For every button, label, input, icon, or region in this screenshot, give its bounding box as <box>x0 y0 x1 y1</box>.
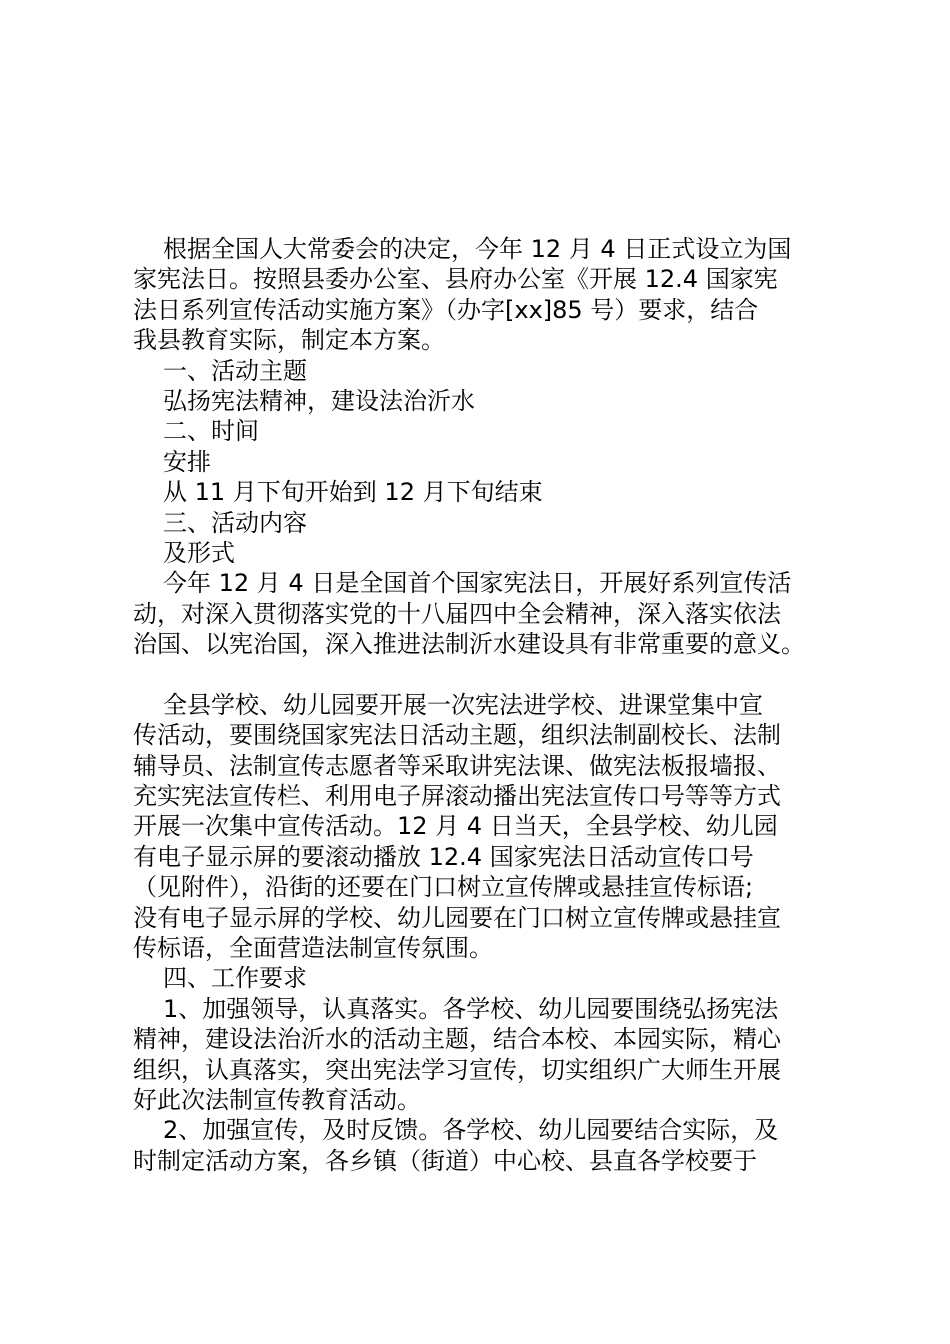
blank-line <box>133 659 833 689</box>
text-line: 一、活动主题 <box>163 356 307 385</box>
text-line: 四、工作要求 <box>163 964 307 993</box>
text-line: 三、活动内容 <box>163 508 307 537</box>
text-line: 有电子显示屏的要滚动播放 12.4 国家宪法日活动宣传口号 <box>133 842 754 871</box>
text-line: 充实宪法宣传栏、利用电子屏滚动播出宪法宣传口号等等方式 <box>133 782 781 811</box>
text-line: 今年 12 月 4 日是全国首个国家宪法日，开展好系列宣传活 <box>163 569 792 598</box>
text-line: 从 11 月下旬开始到 12 月下旬结束 <box>163 478 543 507</box>
text-line: 我县教育实际，制定本方案。 <box>133 326 445 355</box>
text-line: 家宪法日。按照县委办公室、县府办公室《开展 12.4 国家宪 <box>133 265 778 294</box>
text-line: 传活动，要围绕国家宪法日活动主题，组织法制副校长、法制 <box>133 721 781 750</box>
text-line: 组织，认真落实，突出宪法学习宣传，切实组织广大师生开展 <box>133 1055 781 1084</box>
text-line: 精神，建设法治沂水的活动主题，结合本校、本园实际，精心 <box>133 1025 781 1054</box>
text-line: 好此次法制宣传教育活动。 <box>133 1085 421 1114</box>
text-line: 1、加强领导，认真落实。各学校、幼儿园要围绕弘扬宪法 <box>163 994 779 1023</box>
text-line: 传标语，全面营造法制宣传氛围。 <box>133 933 493 962</box>
text-line: 二、时间 <box>163 417 259 446</box>
text-line: 全县学校、幼儿园要开展一次宪法进学校、进课堂集中宣 <box>163 690 763 719</box>
text-line: 及形式 <box>163 538 235 567</box>
text-line: 弘扬宪法精神，建设法治沂水 <box>163 386 475 415</box>
text-line: 时制定活动方案，各乡镇（街道）中心校、县直各学校要于 <box>133 1146 757 1175</box>
text-line: 没有电子显示屏的学校、幼儿园要在门口树立宣传牌或悬挂宣 <box>133 903 781 932</box>
text-line: 开展一次集中宣传活动。12 月 4 日当天，全县学校、幼儿园 <box>133 812 778 841</box>
text-line: 辅导员、法制宣传志愿者等采取讲宪法课、做宪法板报墙报、 <box>133 751 781 780</box>
text-line: 根据全国人大常委会的决定，今年 12 月 4 日正式设立为国 <box>163 235 792 263</box>
text-line: 安排 <box>163 447 211 476</box>
text-line: 法日系列宣传活动实施方案》（办字[xx]85 号）要求，结合 <box>133 295 759 324</box>
text-line: 2、加强宣传，及时反馈。各学校、幼儿园要结合实际，及 <box>163 1116 779 1145</box>
text-line: （见附件），沿街的还要在门口树立宣传牌或悬挂宣传标语; <box>133 873 754 902</box>
text-line: 治国、以宪治国，深入推进法制沂水建设具有非常重要的意义。 <box>133 630 805 659</box>
document-body <box>133 234 833 1176</box>
text-line: 动，对深入贯彻落实党的十八届四中全会精神，深入落实依法 <box>133 599 781 628</box>
